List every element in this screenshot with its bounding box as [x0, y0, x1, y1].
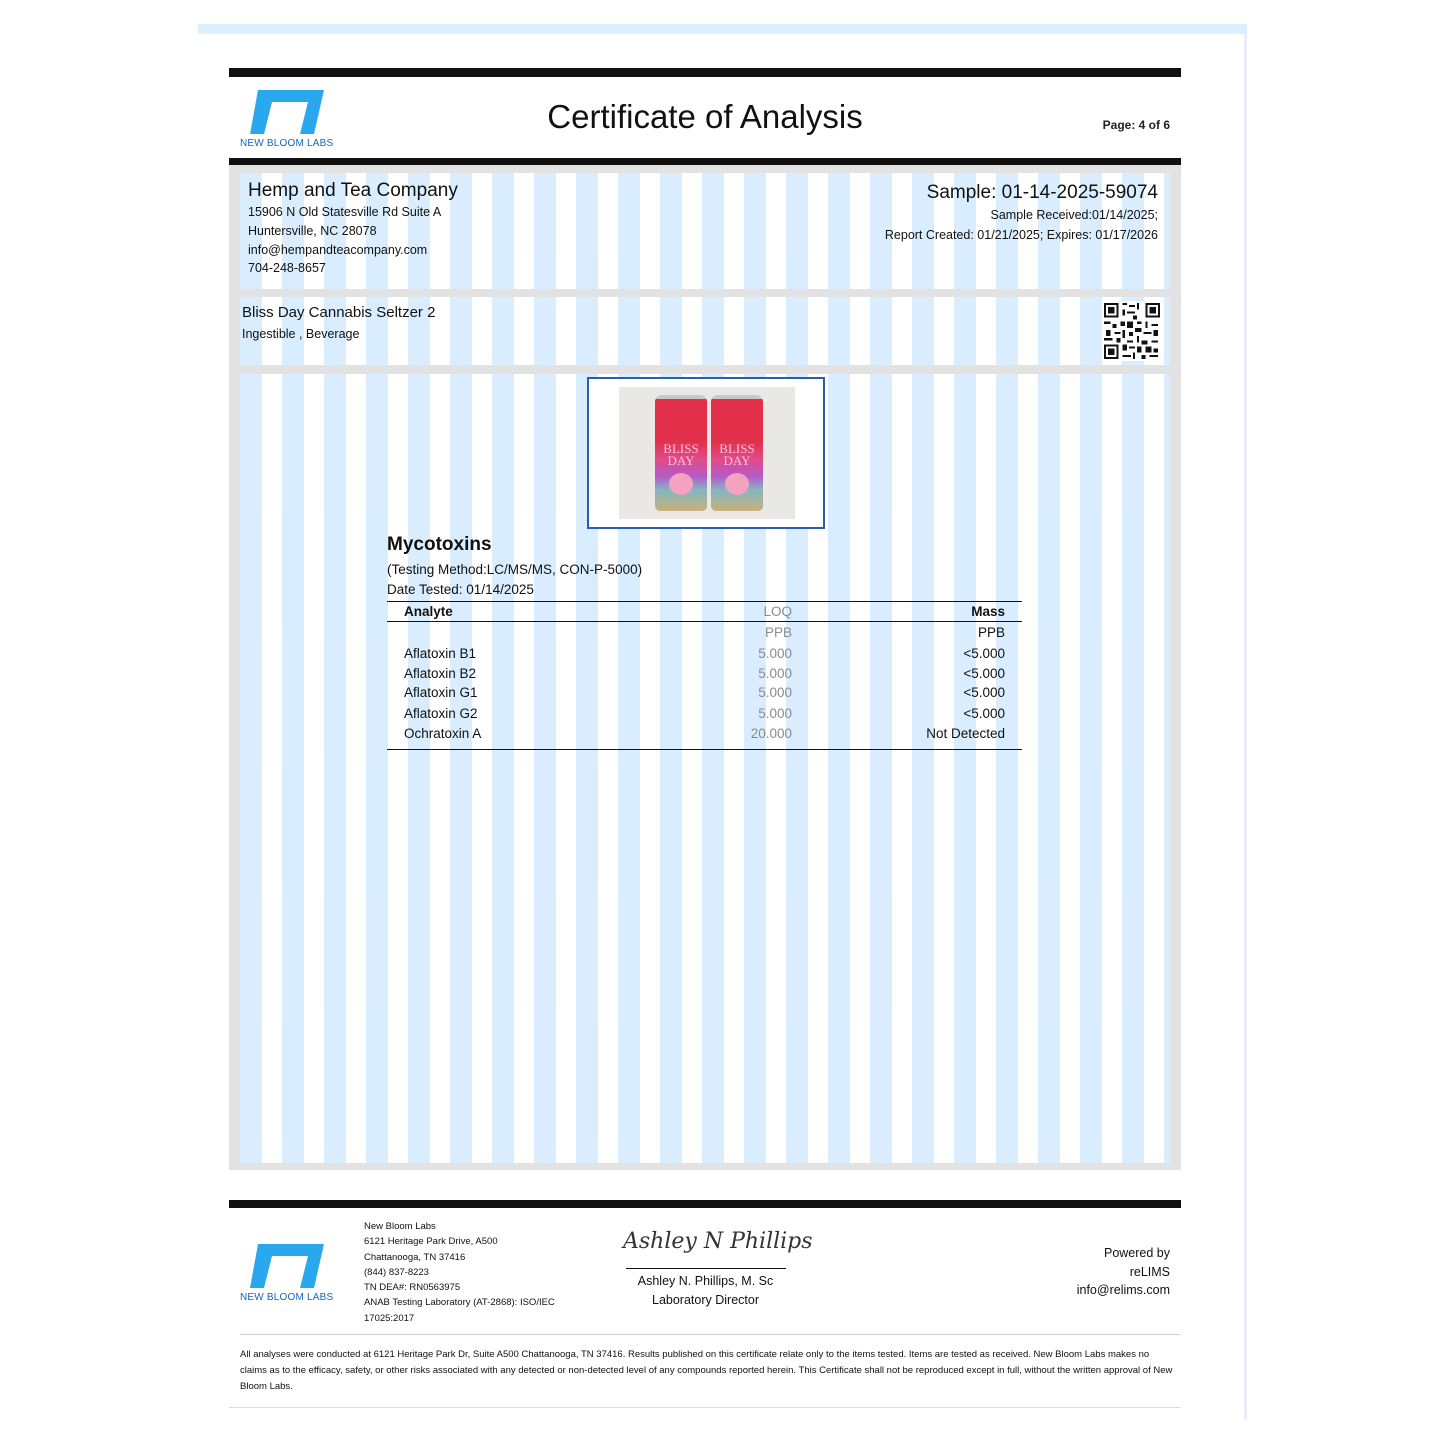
product-panel: [240, 297, 1170, 365]
director-signature: Ashley N Phillips: [623, 1229, 813, 1254]
testing-method: (Testing Method:LC/MS/MS, CON-P-5000): [387, 562, 643, 577]
analyte-name: Aflatoxin G1: [404, 685, 478, 700]
unit-mass: PPB: [977, 625, 1005, 640]
mass-value: <5.000: [963, 685, 1005, 700]
header-top-rule: [229, 68, 1181, 77]
analyte-name: Ochratoxin A: [404, 726, 482, 741]
column-header-loq: LOQ: [763, 604, 792, 619]
can-left: [655, 395, 707, 511]
certificate-page: [198, 24, 1247, 1420]
product-photo: [619, 387, 795, 519]
client-address-line1: 15906 N Old Statesville Rd Suite A: [248, 205, 442, 219]
loq-value: 5.000: [758, 666, 792, 681]
client-email: info@hempandteacompany.com: [248, 243, 428, 257]
disclaimer-rule: [240, 1334, 1180, 1335]
page-number: Page: 4 of 6: [1102, 118, 1170, 132]
can-label: BLISS DAY: [719, 441, 755, 468]
page-title: Certificate of Analysis: [547, 98, 863, 135]
report-dates: Report Created: 01/21/2025; Expires: 01/17/2026: [884, 228, 1158, 242]
table-bottom-rule: [387, 749, 1022, 750]
analyte-name: Aflatoxin B2: [404, 666, 477, 681]
header-bottom-rule: [229, 158, 1181, 165]
top-stripe: [198, 24, 1247, 34]
can-art: [725, 473, 749, 495]
qr-code-icon[interactable]: [1102, 301, 1162, 361]
date-tested: Date Tested: 01/14/2025: [387, 582, 534, 597]
product-category: Ingestible , Beverage: [242, 327, 360, 341]
client-address-line2: Huntersville, NC 28078: [248, 224, 377, 238]
product-photo-frame[interactable]: [587, 377, 825, 529]
mass-value: <5.000: [963, 666, 1005, 681]
loq-value: 5.000: [758, 646, 792, 661]
column-header-analyte: Analyte: [404, 604, 453, 619]
unit-loq: PPB: [764, 625, 792, 640]
mass-value: <5.000: [963, 706, 1005, 721]
logo-label: NEW BLOOM LABS: [240, 138, 334, 149]
signature-line: [626, 1268, 786, 1269]
client-panel: [240, 173, 1170, 289]
lab-line: New Bloom Labs: [364, 1221, 436, 1232]
lab-line: TN DEA#: RN0563975: [364, 1282, 461, 1294]
can-art: [669, 473, 693, 495]
table-header-rule: [387, 621, 1022, 622]
loq-value: 20.000: [750, 726, 792, 741]
lab-line: (844) 837-8223: [364, 1266, 429, 1278]
page-bottom-rule: [229, 1407, 1181, 1408]
lab-line: 6121 Heritage Park Drive, A500: [364, 1236, 498, 1248]
can-label: BLISS DAY: [663, 441, 699, 468]
powered-by-label: Powered by: [1103, 1246, 1170, 1260]
lab-line: ANAB Testing Laboratory (AT-2868): ISO/IEC: [364, 1297, 555, 1309]
lab-contact: [364, 1219, 555, 1326]
can-right: [711, 395, 763, 511]
page-edge: [1244, 34, 1247, 1420]
footer-logo-icon: [250, 1242, 326, 1290]
lab-line: 17025:2017: [364, 1312, 415, 1324]
signer-name: Ashley N. Phillips, M. Sc: [637, 1274, 774, 1288]
vendor-email-link[interactable]: info@relims.com: [1076, 1283, 1170, 1297]
powered-by-vendor: reLIMS: [1129, 1265, 1170, 1279]
analyte-name: Aflatoxin G2: [404, 706, 478, 721]
product-name: Bliss Day Cannabis Seltzer 2: [242, 304, 436, 321]
table-top-rule: [387, 601, 1022, 602]
sample-received: Sample Received:01/14/2025;: [990, 208, 1158, 222]
loq-value: 5.000: [758, 706, 792, 721]
footer-rule: [229, 1200, 1181, 1208]
footer-logo-label: NEW BLOOM LABS: [240, 1292, 334, 1303]
signer-title: Laboratory Director: [652, 1293, 759, 1307]
section-title: Mycotoxins: [387, 534, 492, 555]
new-bloom-labs-logo-icon: [250, 88, 326, 136]
sample-id: Sample: 01-14-2025-59074: [926, 182, 1158, 203]
column-header-mass: Mass: [971, 604, 1005, 619]
analyte-name: Aflatoxin B1: [404, 646, 477, 661]
disclaimer-text: All analyses were conducted at 6121 Heritage Park Dr, Suite A500 Chattanooga, TN 37416. Results published on this certificate relate only to the items tested. Items are tested as received. New Bloom Labs makes no claims as to the efficacy, safety, or other risks associated with any detected or non-detected level of any compounds reported herein. This Certificate shall not be reproduced except in full, without the written approval of New Bloom Labs.: [240, 1349, 1173, 1392]
client-phone: 704-248-8657: [248, 261, 326, 275]
mass-value: <5.000: [963, 646, 1005, 661]
loq-value: 5.000: [758, 685, 792, 700]
client-name: Hemp and Tea Company: [248, 180, 458, 201]
lab-line: Chattanooga, TN 37416: [364, 1251, 466, 1263]
mass-value: Not Detected: [926, 726, 1005, 741]
